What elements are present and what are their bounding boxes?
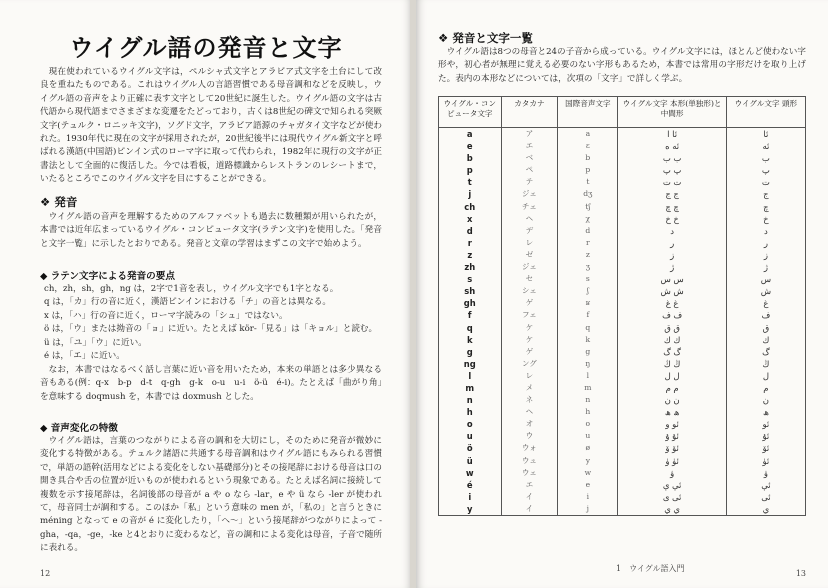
table-row	[439, 430, 806, 442]
table-row	[439, 164, 806, 176]
header-ipa: 国際音声文字	[558, 97, 618, 128]
katakana-reading: ケ	[501, 334, 558, 346]
page-title: ウイグル語の発音と文字	[69, 34, 343, 62]
katakana-reading: テ	[501, 176, 558, 188]
table-row	[439, 479, 806, 491]
latin-letter: e	[439, 140, 502, 152]
latin-note-text: なお，本書ではなるべく話し言葉に近い音を用いたため，本来の単語とは多少異なる音もある(例：q-x b-p d-t q-gh g-k o-u u-i ö-ü é-i)。たとえば「曲がり角」を意味する doqmush を，本書では doxmush とした。	[40, 365, 382, 402]
latin-letter: t	[439, 176, 502, 188]
list-item: é は，「エ」に近い。	[44, 351, 125, 362]
latin-letter: gh	[439, 297, 502, 309]
table-row	[439, 213, 806, 225]
uyghur-main-form: د	[618, 225, 726, 237]
katakana-reading: メ	[501, 382, 558, 394]
uyghur-main-form: ف ف	[618, 309, 726, 321]
ipa-symbol: s	[558, 273, 618, 285]
uyghur-initial-form: ز	[726, 249, 805, 261]
ipa-symbol: χ	[558, 213, 618, 225]
table-row	[439, 261, 806, 273]
uyghur-initial-form: ش	[726, 285, 805, 297]
table-row	[439, 491, 806, 503]
ipa-symbol: a	[558, 128, 618, 141]
katakana-reading: レ	[501, 237, 558, 249]
ipa-symbol: tʃ	[558, 201, 618, 213]
latin-letter: ö	[439, 442, 502, 454]
list-item: ü は，「ユ」「ウ」に近い。	[44, 337, 147, 348]
table-row	[439, 297, 806, 309]
ipa-symbol: g	[558, 346, 618, 358]
alphabet-table	[438, 96, 806, 516]
uyghur-main-form: ئۆ ۆ	[618, 442, 726, 454]
table-row	[439, 406, 806, 418]
latin-letter: j	[439, 188, 502, 200]
uyghur-initial-form: ك	[726, 334, 805, 346]
katakana-reading: ペ	[501, 164, 558, 176]
ipa-symbol: h	[558, 406, 618, 418]
latin-letter: b	[439, 152, 502, 164]
katakana-reading: ヘ	[501, 213, 558, 225]
page-number-right: 13	[795, 569, 806, 578]
katakana-reading: ゲ	[501, 346, 558, 358]
ipa-symbol: dʒ	[558, 188, 618, 200]
ipa-symbol: u	[558, 430, 618, 442]
latin-letter: é	[439, 479, 502, 491]
uyghur-main-form: ئە ە	[618, 140, 726, 152]
list-item: ch，zh，sh，gh，ng は，2字で1音を表し，ウイグル文字でも1字となる。	[44, 284, 339, 294]
uyghur-initial-form: ئا	[726, 128, 805, 141]
uyghur-main-form: غ غ	[618, 297, 726, 309]
ipa-symbol: m	[558, 382, 618, 394]
uyghur-main-form: ي ي	[618, 503, 726, 516]
katakana-reading: ネ	[501, 394, 558, 406]
uyghur-initial-form: غ	[726, 297, 805, 309]
uyghur-initial-form: ۋ	[726, 467, 805, 479]
table-row	[439, 394, 806, 406]
list-item: ö は，「ウ」または拗音の「ョ」に近い。たとえば kör-「見る」は「キョル」と読む。	[44, 324, 378, 335]
katakana-reading: フェ	[501, 309, 558, 321]
uyghur-main-form: ت ت	[618, 176, 726, 188]
latin-letter: h	[439, 406, 502, 418]
katakana-reading: ゲ	[501, 297, 558, 309]
latin-points-heading: ◆ ラテン文字による発音の要点	[40, 271, 175, 282]
latin-letter: ch	[439, 201, 502, 213]
ipa-symbol: d	[558, 225, 618, 237]
katakana-reading: ヘ	[501, 406, 558, 418]
sound-change-heading: ◆ 音声変化の特徴	[40, 423, 118, 434]
latin-points-list	[44, 283, 382, 363]
left-page	[0, 0, 412, 588]
uyghur-main-form: ك ك	[618, 334, 726, 346]
katakana-reading: レ	[501, 370, 558, 382]
table-row	[439, 188, 806, 200]
ipa-symbol: k	[558, 334, 618, 346]
pronunciation-paragraph	[40, 211, 382, 251]
table-row	[439, 176, 806, 188]
alphabet-intro-text: ウイグル語は8つの母音と24の子音から成っている。ウイグル文字には，ほとんど使わない字形や，初心者が無理に覚える必要のない字形もあるため，本書では常用の字形だけを取り上げた。表内の本形などについては，次項の「文字」で詳しく学ぶ。	[438, 47, 806, 84]
uyghur-initial-form: ت	[726, 176, 805, 188]
uyghur-main-form: س س	[618, 273, 726, 285]
uyghur-initial-form: چ	[726, 201, 805, 213]
table-row	[439, 455, 806, 467]
latin-letter: a	[439, 128, 502, 141]
uyghur-main-form: ل ل	[618, 370, 726, 382]
katakana-reading: ウュ	[501, 455, 558, 467]
running-footer: 1 ウイグル語入門	[616, 564, 685, 573]
latin-letter: ng	[439, 358, 502, 370]
alphabet-heading: ❖ 発音と文字一覧	[438, 31, 533, 45]
table-row	[439, 249, 806, 261]
latin-letter: m	[439, 382, 502, 394]
uyghur-main-form: ژ	[618, 261, 726, 273]
katakana-reading: ジェ	[501, 188, 558, 200]
uyghur-main-form: ھ ھ	[618, 406, 726, 418]
katakana-reading: チェ	[501, 201, 558, 213]
uyghur-main-form: ڭ ڭ	[618, 358, 726, 370]
uyghur-initial-form: ئو	[726, 418, 805, 430]
katakana-reading: イ	[501, 491, 558, 503]
sound-change-paragraph	[40, 435, 382, 556]
table-row	[439, 334, 806, 346]
table-row	[439, 273, 806, 285]
table-row	[439, 346, 806, 358]
list-item: q は，「カ」行の音に近く，漢語ピンインにおける「チ」の音とは異なる。	[44, 297, 331, 308]
uyghur-main-form: م م	[618, 382, 726, 394]
ipa-symbol: y	[558, 455, 618, 467]
ipa-symbol: b	[558, 152, 618, 164]
katakana-reading: ジェ	[501, 261, 558, 273]
katakana-reading: デ	[501, 225, 558, 237]
ipa-symbol: j	[558, 503, 618, 516]
table-row	[439, 382, 806, 394]
uyghur-initial-form: ئۇ	[726, 430, 805, 442]
katakana-reading: エ	[501, 479, 558, 491]
latin-letter: i	[439, 491, 502, 503]
katakana-reading: オ	[501, 418, 558, 430]
uyghur-initial-form: ئۆ	[726, 442, 805, 454]
uyghur-initial-form: ئى	[726, 491, 805, 503]
latin-letter: z	[439, 249, 502, 261]
uyghur-main-form: ئې ې	[618, 479, 726, 491]
latin-letter: s	[439, 273, 502, 285]
table-row	[439, 237, 806, 249]
uyghur-main-form: ب ب	[618, 152, 726, 164]
latin-letter: o	[439, 418, 502, 430]
uyghur-initial-form: ئې	[726, 479, 805, 491]
uyghur-initial-form: ج	[726, 188, 805, 200]
uyghur-main-form: ئا ا	[618, 128, 726, 141]
pronunciation-heading: ❖ 発音	[40, 195, 78, 209]
uyghur-initial-form: ن	[726, 394, 805, 406]
uyghur-initial-form: ف	[726, 309, 805, 321]
katakana-reading: ゼ	[501, 249, 558, 261]
table-row	[439, 467, 806, 479]
uyghur-initial-form: گ	[726, 346, 805, 358]
uyghur-main-form: ن ن	[618, 394, 726, 406]
ipa-symbol: i	[558, 491, 618, 503]
katakana-reading: ング	[501, 358, 558, 370]
latin-letter: sh	[439, 285, 502, 297]
latin-letter: zh	[439, 261, 502, 273]
latin-letter: y	[439, 503, 502, 516]
ipa-symbol: w	[558, 467, 618, 479]
table-row	[439, 140, 806, 152]
ipa-symbol: z	[558, 249, 618, 261]
ipa-symbol: ø	[558, 442, 618, 454]
latin-letter: u	[439, 430, 502, 442]
uyghur-initial-form: خ	[726, 213, 805, 225]
latin-letter: ü	[439, 455, 502, 467]
ipa-symbol: l	[558, 370, 618, 382]
latin-letter: q	[439, 322, 502, 334]
uyghur-initial-form: س	[726, 273, 805, 285]
list-item: x は，「ハ」行の音に近く，ローマ字読みの「シュ」ではない。	[44, 310, 288, 321]
katakana-reading: ベ	[501, 152, 558, 164]
katakana-reading: ウ	[501, 430, 558, 442]
latin-letter: p	[439, 164, 502, 176]
uyghur-main-form: ش ش	[618, 285, 726, 297]
ipa-symbol: ʃ	[558, 285, 618, 297]
header-uyghur-main-form: ウイグル文字 本形(単独形)と中間形	[618, 97, 726, 128]
uyghur-initial-form: ق	[726, 322, 805, 334]
ipa-symbol: f	[558, 309, 618, 321]
katakana-reading: エ	[501, 140, 558, 152]
uyghur-main-form: ز	[618, 249, 726, 261]
ipa-symbol: ɛ	[558, 140, 618, 152]
alphabet-table-body	[439, 128, 806, 516]
ipa-symbol: ʁ	[558, 297, 618, 309]
ipa-symbol: r	[558, 237, 618, 249]
katakana-reading: ウォ	[501, 442, 558, 454]
table-row	[439, 225, 806, 237]
header-katakana: カタカナ	[501, 97, 558, 128]
latin-letter: f	[439, 309, 502, 321]
katakana-reading: ア	[501, 128, 558, 141]
uyghur-initial-form: پ	[726, 164, 805, 176]
intro-text: 現在使われているウイグル文字は，ペルシャ式文字とアラビア式文字を土台にして改良を重ねたものである。これはウイグル人の言語習慣である母音調和などを反映し，ウイグル語の音声をより正確に表す文字として20世紀に誕生した。ウイグル語の文字は古代語から現代語までさまざまな変遷をたどっており，古くは8世紀の碑文で知られる突厥文字(テュルク・ロニッキ文字)，ソグド文字，アラビア語源のチャガタイ文字などが使われた。1930年代に現在の文字が採用されたが，20世紀後半には現代ウイグル新文字と呼ばれる漢語(中国語)ピンイン式のローマ字に取って代わられ，1982年に現行の文字が正書法として全面的に復活した。今では看板，道路標識からレストランのレシートまで，いたるところでこのウイグル文字を目にすることができる。	[40, 67, 382, 185]
latin-letter: l	[439, 370, 502, 382]
uyghur-initial-form: ھ	[726, 406, 805, 418]
uyghur-initial-form: ئە	[726, 140, 805, 152]
table-row	[439, 322, 806, 334]
uyghur-initial-form: م	[726, 382, 805, 394]
uyghur-initial-form: ر	[726, 237, 805, 249]
ipa-symbol: p	[558, 164, 618, 176]
uyghur-main-form: ق ق	[618, 322, 726, 334]
uyghur-initial-form: د	[726, 225, 805, 237]
table-row	[439, 370, 806, 382]
uyghur-initial-form: ب	[726, 152, 805, 164]
ipa-symbol: ʒ	[558, 261, 618, 273]
katakana-reading: イ	[501, 503, 558, 516]
uyghur-initial-form: ئۈ	[726, 455, 805, 467]
latin-letter: k	[439, 334, 502, 346]
ipa-symbol: o	[558, 418, 618, 430]
latin-letter: w	[439, 467, 502, 479]
uyghur-main-form: ئۈ ۈ	[618, 455, 726, 467]
table-header-row	[439, 97, 806, 128]
table-row	[439, 152, 806, 164]
page-number-left: 12	[40, 569, 51, 578]
katakana-reading: シェ	[501, 285, 558, 297]
table-row	[439, 418, 806, 430]
table-row	[439, 128, 806, 141]
intro-paragraph	[40, 66, 382, 187]
uyghur-initial-form: ژ	[726, 261, 805, 273]
ipa-symbol: ŋ	[558, 358, 618, 370]
table-row	[439, 442, 806, 454]
table-row	[439, 503, 806, 516]
alphabet-intro-paragraph	[438, 46, 806, 86]
uyghur-initial-form: ڭ	[726, 358, 805, 370]
right-page	[416, 0, 828, 588]
katakana-reading: ケ	[501, 322, 558, 334]
ipa-symbol: e	[558, 479, 618, 491]
pronunciation-text: ウイグル語の音声を理解するためのアルファベットも過去に数種類が用いられたが，本書では近年広まっているウイグル・コンピュータ文字(ラテン文字)を使用した。「発音と文字一覧」に示したとおりである。発音と文章の学習はまずこの文字で始めよう。	[40, 212, 382, 249]
latin-letter: g	[439, 346, 502, 358]
uyghur-main-form: چ چ	[618, 201, 726, 213]
latin-letter: n	[439, 394, 502, 406]
table-row	[439, 358, 806, 370]
uyghur-initial-form: ي	[726, 503, 805, 516]
latin-note-paragraph	[40, 364, 382, 404]
sound-change-text: ウイグル語は，言葉のつながりによる音の調和を大切にし，そのために発音が微妙に変化する特徴がある。テュルク諸語に共通する母音調和はウイグル語にもみられる習慣で，単語の語幹(活用などによる変化をしない基礎部分)とその接尾辞における母音は口の開き具合や舌の位置が近いものが使われるという現象である。たとえば名詞に接続して複数を示す接尾辞は，名詞後部の母音が a や o なら -lar，e や ü なら -ler が使われて，母音同士が調和する。このほか「私」という意味の men が，「私の」と言うときに méning となって e の音が é に変化したり，「へ～」という接尾辞がつながりによって -gha，-qa，-ge，-ke と4とおりに変わるなど，音の調和による変化は母音，子音で随所に表れる。	[40, 436, 382, 554]
header-computer-script: ウイグル・コンピュータ文字	[439, 97, 502, 128]
table-row	[439, 309, 806, 321]
uyghur-initial-form: ل	[726, 370, 805, 382]
latin-letter: d	[439, 225, 502, 237]
table-row	[439, 201, 806, 213]
uyghur-main-form: پ پ	[618, 164, 726, 176]
katakana-reading: セ	[501, 273, 558, 285]
uyghur-main-form: خ خ	[618, 213, 726, 225]
uyghur-main-form: ۋ	[618, 467, 726, 479]
table-row	[439, 285, 806, 297]
uyghur-main-form: گ گ	[618, 346, 726, 358]
uyghur-main-form: ئو و	[618, 418, 726, 430]
latin-letter: r	[439, 237, 502, 249]
katakana-reading: ウェ	[501, 467, 558, 479]
ipa-symbol: q	[558, 322, 618, 334]
uyghur-main-form: ج ج	[618, 188, 726, 200]
latin-letter: x	[439, 213, 502, 225]
uyghur-main-form: ئى ى	[618, 491, 726, 503]
uyghur-main-form: ئۇ ۇ	[618, 430, 726, 442]
header-uyghur-initial-form: ウイグル文字 頭形	[726, 97, 805, 128]
uyghur-main-form: ر	[618, 237, 726, 249]
ipa-symbol: n	[558, 394, 618, 406]
ipa-symbol: t	[558, 176, 618, 188]
